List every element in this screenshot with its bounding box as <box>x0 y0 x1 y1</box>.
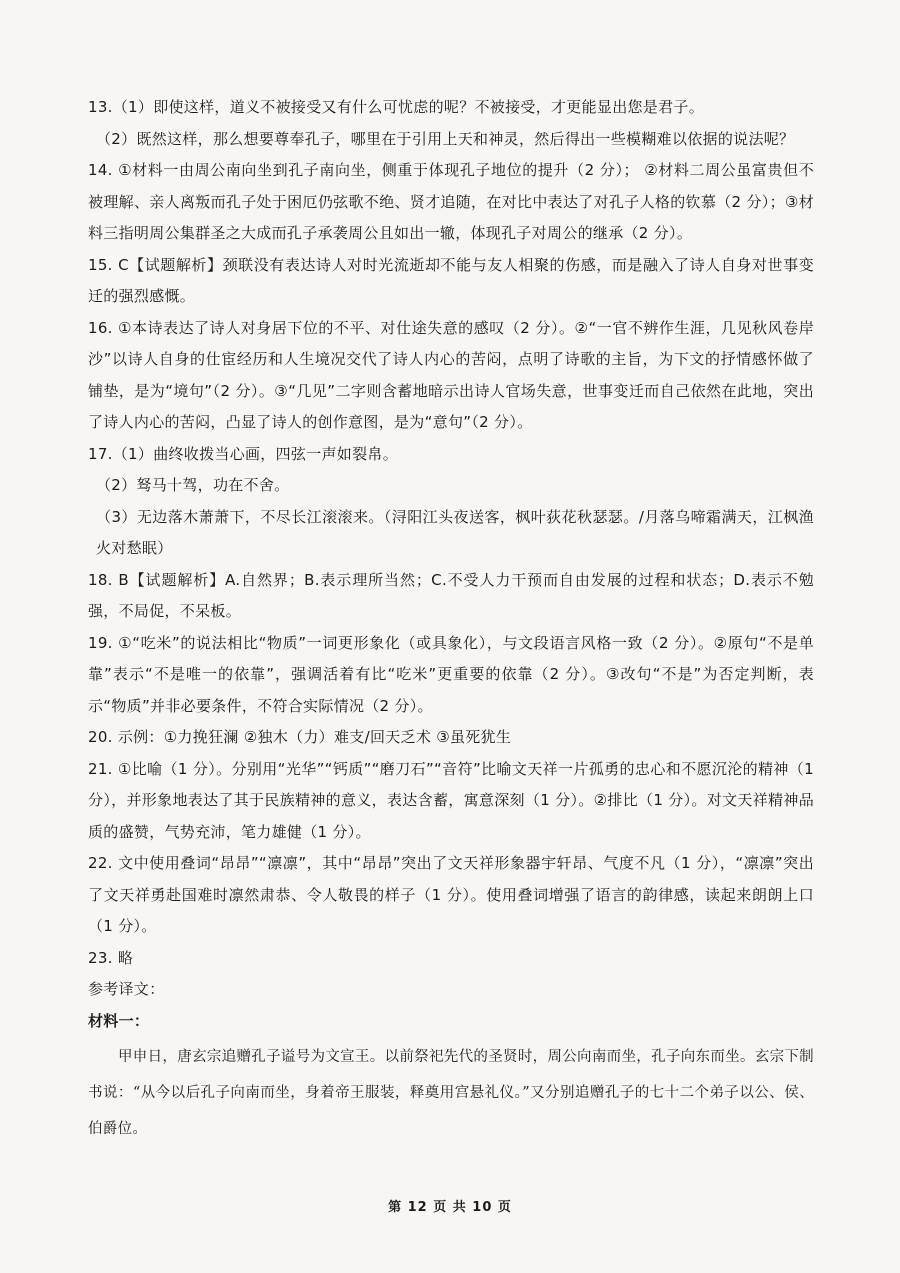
answer-19: 19. ①“吃米”的说法相比“物质”一词更形象化（或具象化），与文段语言风格一致（2 分）。②原句“不是单靠”表示“不是唯一的依靠”，强调活着有比“吃米”更重要的依靠（2 分）。③改句“不是”为否定判断，表示“物质”并非必要条件，不符合实际情况（2 分）。 <box>88 633 814 715</box>
answer-13-1: 13.（1）即使这样，道义不被接受又有什么可忧虑的呢？不被接受，才更能显出您是君子。 <box>88 98 705 116</box>
translation-block <box>88 1039 814 1147</box>
answer-13-2: （2）既然这样，那么想要尊奉孔子，哪里在于引用上天和神灵，然后得出一些模糊难以依据的说法呢？ <box>96 129 795 148</box>
answer-17-1: 17.（1）曲终收拨当心画，四弦一声如裂帛。 <box>88 444 399 463</box>
answer-18: 18. B【试题解析】A.自然界；B.表示理所当然；C.不受人力干预而自由发展的过程和状态；D.表示不勉强，不局促，不呆板。 <box>88 570 814 620</box>
answer-16: 16. ①本诗表达了诗人对身居下位的不平、对仕途失意的感叹（2 分）。②“一官不辨作生涯，几见秋风卷岸沙”以诗人自身的仕宦经历和人生境况交代了诗人内心的苦闷，点明了诗歌的主旨，为下文的抒情感怀做了铺垫，是为“境句”（2 分）。③“几见”二字则含蓄地暗示出诗人官场失意，世事变迁而自己依然在此地，突出了诗人内心的苦闷，凸显了诗人的创作意图，是为“意句”（2 分）。 <box>88 318 814 431</box>
answer-17-2: （2）驽马十驾，功在不舍。 <box>96 476 290 494</box>
material-heading: 材料一： <box>88 1011 150 1030</box>
answer-15: 15. C【试题解析】颈联没有表达诗人对时光流逝却不能与友人相聚的伤感，而是融入了诗人自身对世事变迁的强烈感慨。 <box>88 255 814 305</box>
reference-translation-label: 参考译文： <box>88 980 165 998</box>
page-footer: 第 12 页 共 10 页 <box>388 1200 512 1215</box>
answer-17-3: （3）无边落木萧萧下，不尽长江滚滚来。（浔阳江头夜送客，枫叶荻花秋瑟瑟。/月落乌啼霜满天，江枫渔火对愁眠） <box>96 507 814 557</box>
translation-paragraph: 甲申日，唐玄宗追赠孔子谥号为文宣王。以前祭祀先代的圣贤时，周公向南而坐，孔子向东而坐。玄宗下制书说：“从今以后孔子向南而坐，身着帝王服装，释奠用宫悬礼仪。”又分别追赠孔子的七十二个弟子以公、侯、伯爵位。 <box>88 1049 814 1137</box>
answer-22: 22. 文中使用叠词“昂昂”“凛凛”，其中“昂昂”突出了文天祥形象器宇轩昂、气度不凡（1 分），“凛凛”突出了文天祥勇赴国难时凛然肃恭、令人敬畏的样子（1 分）。使用叠词增强了语言的韵律感，读起来朗朗上口（1 分）。 <box>88 854 814 935</box>
answer-20: 20. 示例：①力挽狂澜 ②独木（力）难支/回天乏术 ③虽死犹生 <box>88 728 512 746</box>
answer-21: 21. ①比喻（1 分）。分别用“光华”“钙质”“磨刀石”“音符”比喻文天祥一片孤勇的忠心和不愿沉沦的精神（1 分），并形象地表达了其于民族精神的意义，表达含蓄，寓意深刻（1 分）。②排比（1 分）。对文天祥精神品质的盛赞，气势充沛，笔力雄健（1 分）。 <box>88 759 814 841</box>
answer-14: 14. ①材料一由周公南向坐到孔子南向坐，侧重于体现孔子地位的提升（2 分）； ②材料二周公虽富贵但不被理解、亲人离叛而孔子处于困厄仍弦歌不绝、贤才追随，在对比中表达了对孔子人格的钦慕（2 分）；③材料三指明周公集群圣之大成而孔子承袭周公且如出一辙，体现孔子对周公的继承（2 分）。 <box>88 161 814 242</box>
answer-content <box>88 92 814 1147</box>
answer-23: 23. 略 <box>88 948 134 967</box>
